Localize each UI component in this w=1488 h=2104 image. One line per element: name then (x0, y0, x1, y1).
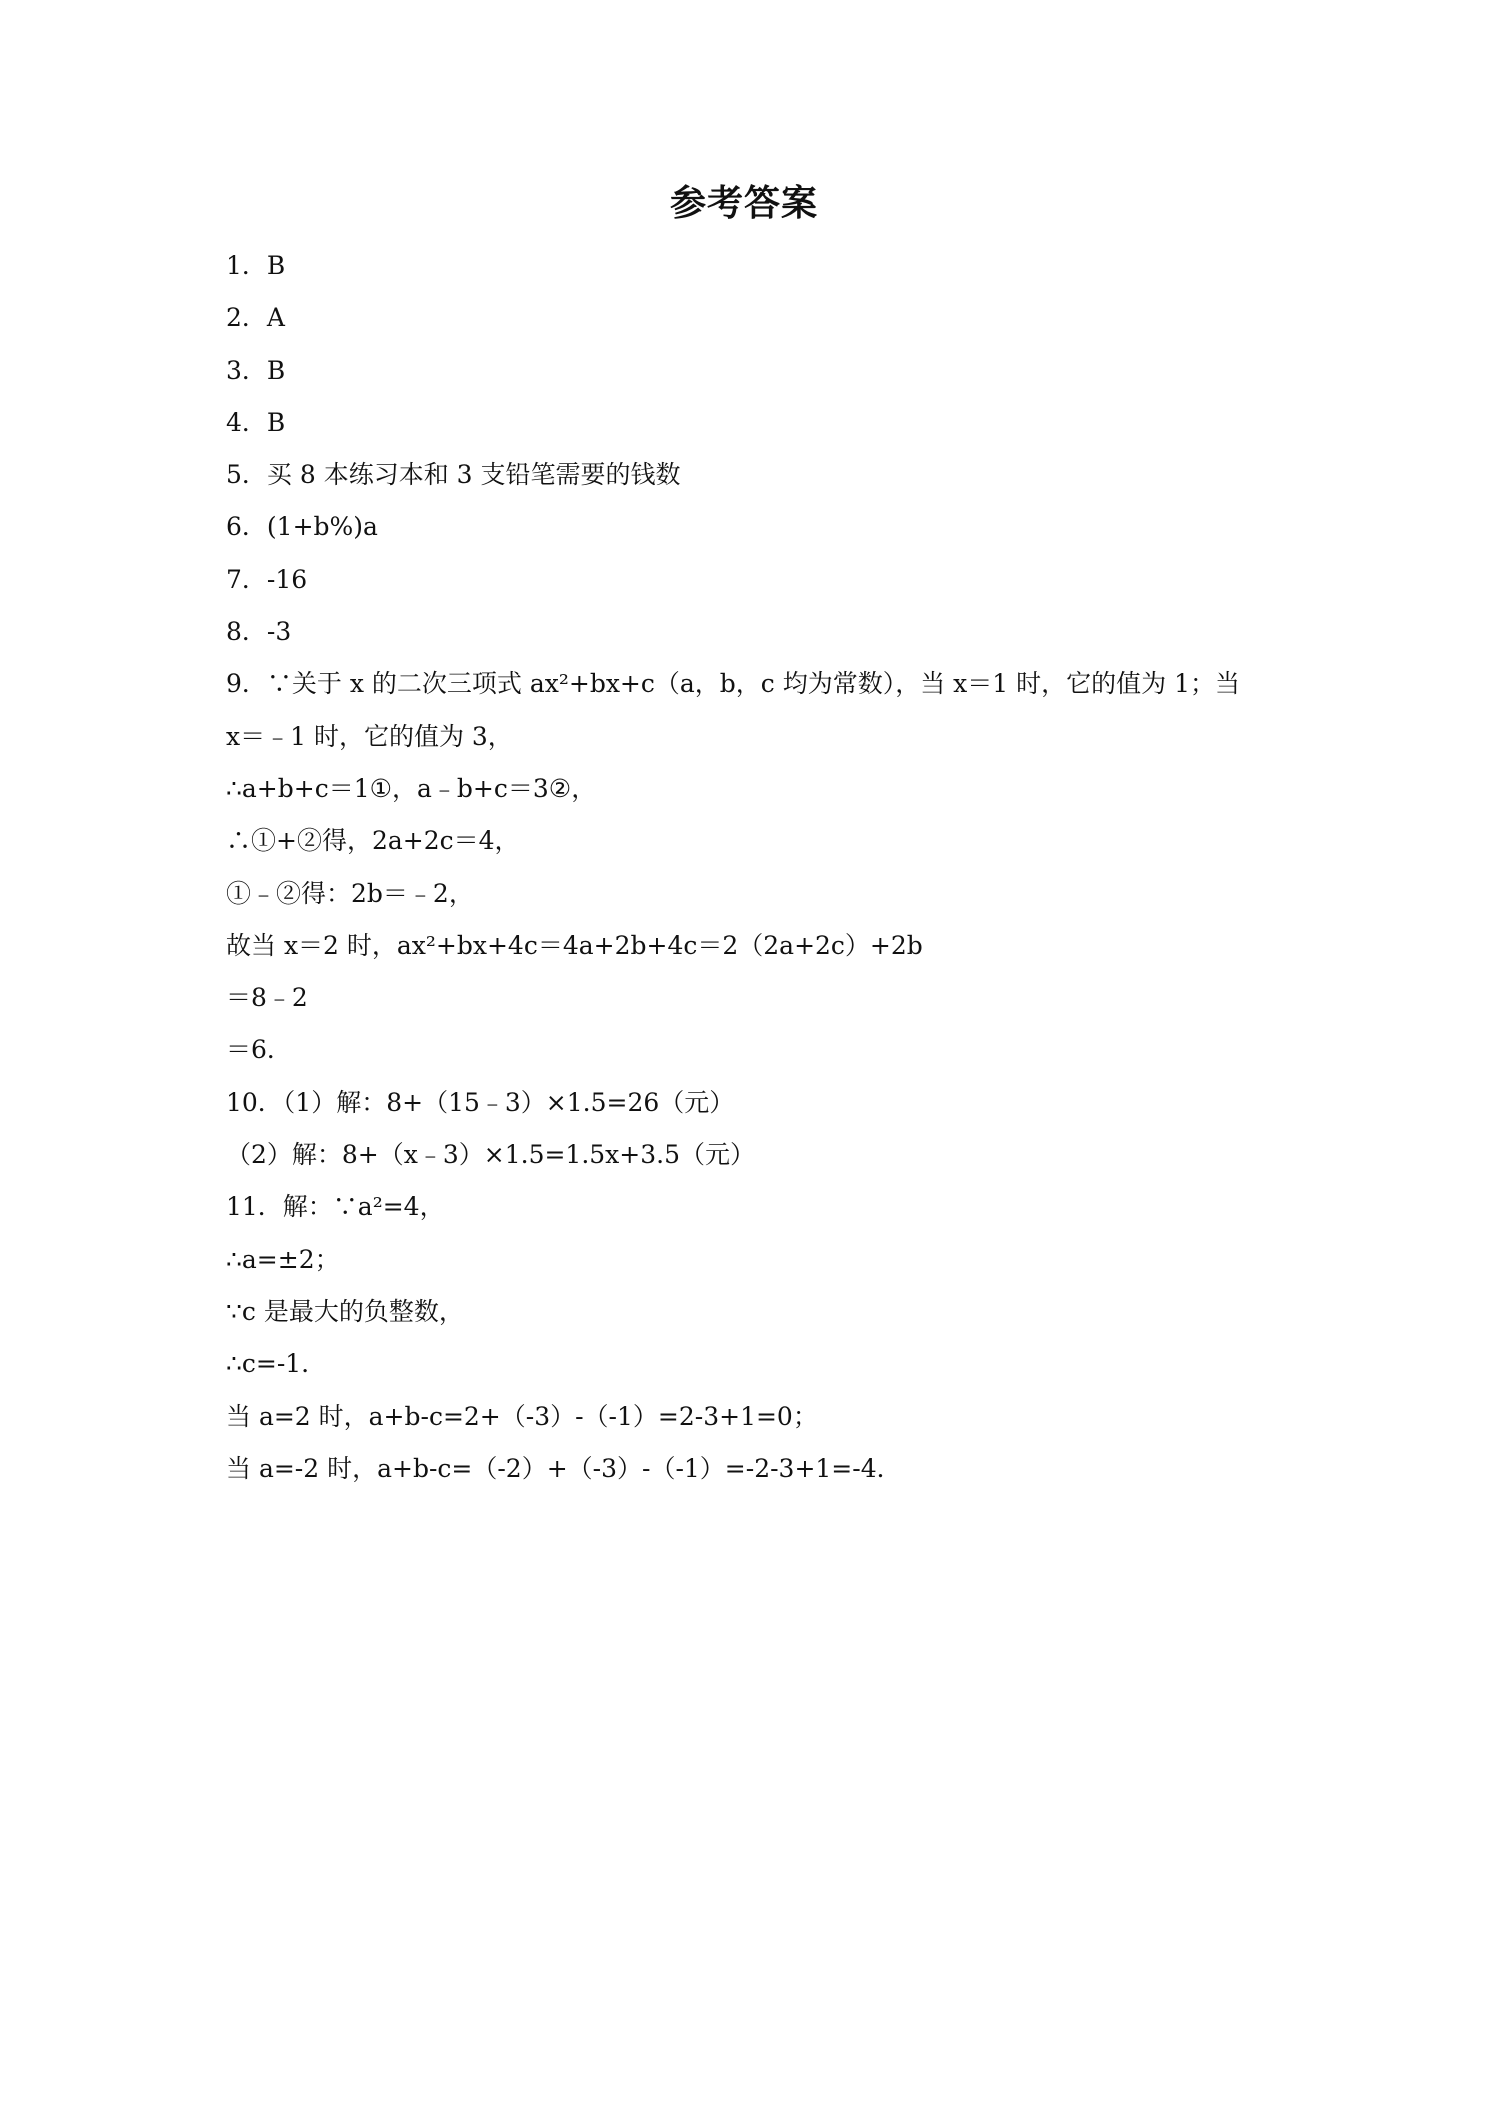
answer-9-line-2: x＝﹣1 时，它的值为 3， (226, 721, 513, 751)
answer-9-line-1: 9．∵关于 x 的二次三项式 ax²+bx+c（a，b，c 均为常数），当 x＝1 时，它的值为 1；当 (226, 669, 1240, 699)
answer-9-line-4: ∴①+②得，2a+2c＝4， (226, 826, 520, 856)
answer-1: 1．B (226, 251, 286, 280)
answer-8: 8．-3 (226, 617, 292, 647)
answer-4: 4．B (226, 407, 286, 437)
answer-10-part-1: 10．（1）解：8+（15﹣3）×1.5=26（元） (226, 1087, 735, 1117)
answer-9-line-3: ∴a+b+c＝1①，a﹣b+c＝3②， (226, 773, 597, 803)
answer-11-line-1: 11．解：∵a²=4， (226, 1192, 445, 1222)
answer-11-line-4: ∴c=-1． (226, 1349, 327, 1379)
answer-6: 6．(1+b%)a (226, 512, 378, 542)
answer-9-line-6: 故当 x＝2 时，ax²+bx+4c＝4a+2b+4c＝2（2a+2c）+2b (226, 930, 923, 960)
answer-9-line-8: ＝6． (226, 1035, 292, 1065)
answer-10-part-2: （2）解：8+（x﹣3）×1.5=1.5x+3.5（元） (226, 1140, 755, 1170)
page-title: 参考答案 (669, 183, 818, 224)
answer-11-line-5: 当 a=2 时，a+b-c=2+（-3）-（-1）=2-3+1=0； (226, 1401, 818, 1431)
answer-9-line-7: ＝8﹣2 (226, 983, 308, 1013)
answer-11-line-6: 当 a=-2 时，a+b-c=（-2）+（-3）-（-1）=-2-3+1=-4． (226, 1453, 902, 1483)
answer-11-line-3: ∵c 是最大的负整数， (226, 1296, 464, 1326)
answer-9-line-5: ①﹣②得：2b＝﹣2， (226, 878, 474, 908)
answer-11-line-2: ∴a=±2； (226, 1244, 340, 1274)
answer-3: 3．B (226, 355, 286, 385)
answer-5: 5．买 8 本练习本和 3 支铅笔需要的钱数 (226, 460, 681, 490)
answer-7: 7．-16 (226, 564, 308, 594)
answer-body (226, 240, 1276, 1495)
answer-2: 2．A (226, 303, 285, 333)
